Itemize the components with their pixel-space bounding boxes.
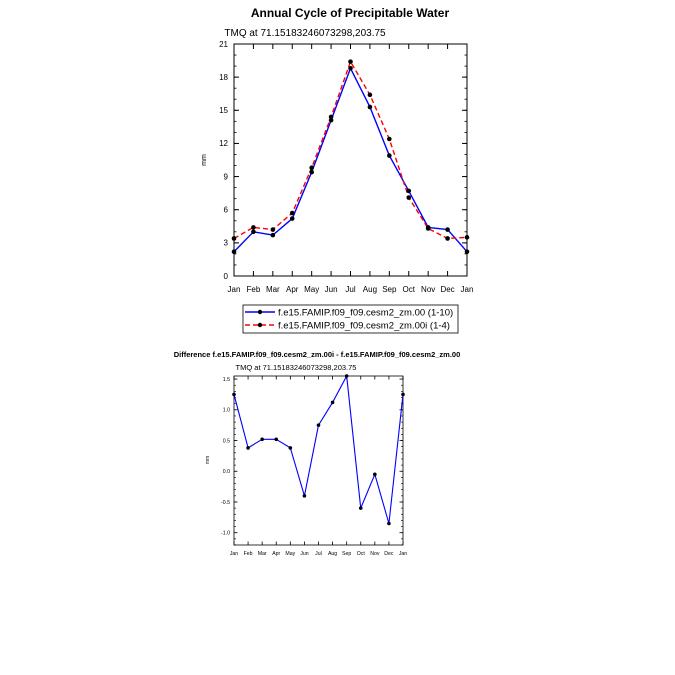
chart1-series-b-point (426, 226, 431, 231)
chart2-series-a-point (387, 522, 391, 526)
chart2-ytick-label: 1.5 (222, 376, 230, 383)
chart2-xtick-label: Apr (272, 551, 281, 557)
chart1-xtick-label: Jul (345, 285, 356, 294)
chart1-series-b-point (271, 227, 276, 232)
chart1-xtick-label: Mar (265, 285, 280, 294)
legend-marker-series-b (258, 323, 262, 327)
chart1-series-a-point (406, 189, 411, 194)
chart2-series-a-point (373, 473, 377, 477)
chart2-xtick-label: May (285, 551, 296, 557)
chart1-series-b-point (445, 236, 450, 241)
chart2-ytick-label: 1.0 (222, 407, 230, 414)
chart1-xtick-label: Nov (421, 285, 436, 294)
chart1-xtick-label: Apr (286, 285, 299, 294)
legend-label-series-a: f.e15.FAMIP.f09_f09.cesm2_zm.00 (1-10) (278, 307, 454, 319)
chart1-series-a-line (234, 68, 467, 251)
chart1-plot-area (219, 40, 473, 294)
chart1-series-b-point (406, 195, 411, 200)
chart1-xtick-label: Feb (246, 285, 261, 294)
chart1-ytick-label: 15 (219, 106, 228, 116)
chart1-ytick-label: 6 (223, 205, 228, 215)
chart1-xtick-label: May (304, 285, 320, 294)
legend-marker-series-a (258, 310, 262, 314)
chart2-xtick-label: Nov (370, 551, 380, 557)
chart2-ytick-label: 0.0 (222, 469, 230, 476)
chart2-series-a-point (331, 401, 335, 405)
chart1-series-a-point (387, 153, 392, 158)
chart1-xtick-label: Jan (460, 285, 474, 294)
chart2-ytick-label: 0.5 (222, 438, 230, 445)
chart1-title: Annual Cycle of Precipitable Water (250, 6, 450, 20)
chart1-xtick-label: Aug (362, 285, 378, 294)
chart1-series-b-point (329, 115, 334, 120)
chart2-series-a-point (345, 374, 349, 378)
chart2-xtick-label: Feb (243, 551, 253, 557)
chart1-ytick-label: 9 (223, 172, 228, 182)
chart1-series-b-point (290, 211, 295, 216)
chart2-series-a-point (303, 494, 307, 498)
chart1-series-a-point (445, 227, 450, 232)
chart2-xtick-label: Dec (384, 551, 394, 557)
chart2-ytick-label: -0.5 (221, 499, 230, 506)
chart1-series-b-point (232, 236, 237, 241)
chart1-series-b-point (387, 137, 392, 142)
chart2-series-a-point (260, 437, 264, 441)
chart1-series-b-point (309, 165, 314, 170)
chart2-xtick-label: Jul (315, 551, 322, 557)
chart1-series-a-point (309, 170, 314, 175)
chart1-series-b-point (348, 59, 353, 64)
chart2-xtick-label: Jun (300, 551, 309, 557)
chart1-series-a-point (232, 249, 237, 254)
chart1-legend (243, 305, 458, 333)
chart2-series-a-point (232, 393, 236, 397)
chart1-ytick-label: 0 (223, 271, 228, 281)
chart2-plot-area (221, 374, 407, 557)
chart2-series-a-line (234, 376, 403, 523)
chart2-xtick-label: Oct (356, 551, 365, 557)
chart1-xtick-label: Sep (382, 285, 397, 294)
chart1-ytick-label: 18 (219, 72, 228, 82)
chart1-xtick-label: Dec (440, 285, 455, 294)
chart1-ytick-label: 12 (219, 139, 228, 149)
chart1-series-a-point (465, 249, 470, 254)
chart2-xtick-label: Jan (398, 551, 408, 557)
chart1-subtitle: TMQ at 71.15183246073298,203.75 (224, 28, 386, 39)
chart1-series-b-point (368, 93, 373, 98)
chart1-series-a-point (348, 66, 353, 71)
chart2-axes-frame (234, 376, 403, 545)
chart1-series-a-point (290, 216, 295, 221)
chart1-ylabel: mm (201, 154, 208, 166)
chart2-xtick-label: Aug (327, 551, 338, 557)
chart2-ytick-label: -1.0 (221, 530, 230, 537)
chart2-xtick-label: Jan (229, 551, 239, 557)
chart2-series-a-point (274, 437, 278, 441)
legend-label-series-b: f.e15.FAMIP.f09_f09.cesm2_zm.00i (1-4) (278, 320, 450, 332)
chart1-series-a-point (368, 105, 373, 110)
chart1-ytick-label: 21 (219, 39, 228, 49)
chart1-xtick-label: Jun (324, 285, 338, 294)
chart1-series-b-line (234, 62, 467, 239)
chart2-series-a-point (289, 446, 293, 450)
chart1-series-a-point (251, 230, 256, 235)
chart2-xtick-label: Mar (257, 551, 267, 557)
chart1-xtick-label: Jan (227, 285, 241, 294)
chart2-ylabel: mm (205, 455, 211, 465)
chart2-title: Difference f.e15.FAMIP.f09_f09.cesm2_zm.00i - f.e15.FAMIP.f09_f09.cesm2_zm.00 (173, 350, 461, 359)
chart1-ytick-label: 3 (223, 238, 228, 248)
chart1-series-b-point (465, 235, 470, 240)
chart1-series-b-point (251, 225, 256, 230)
chart2-series-a-point (359, 506, 363, 510)
chart2-series-a-point (317, 423, 321, 427)
chart1-xtick-label: Oct (402, 285, 415, 294)
chart1-axes-frame (234, 44, 467, 276)
chart2-subtitle: TMQ at 71.15183246073298,203.75 (235, 363, 357, 372)
chart1-series-a-point (271, 233, 276, 238)
chart2-xtick-label: Sep (342, 551, 352, 557)
chart2-series-a-point (246, 446, 250, 450)
chart2-series-a-point (401, 393, 405, 397)
